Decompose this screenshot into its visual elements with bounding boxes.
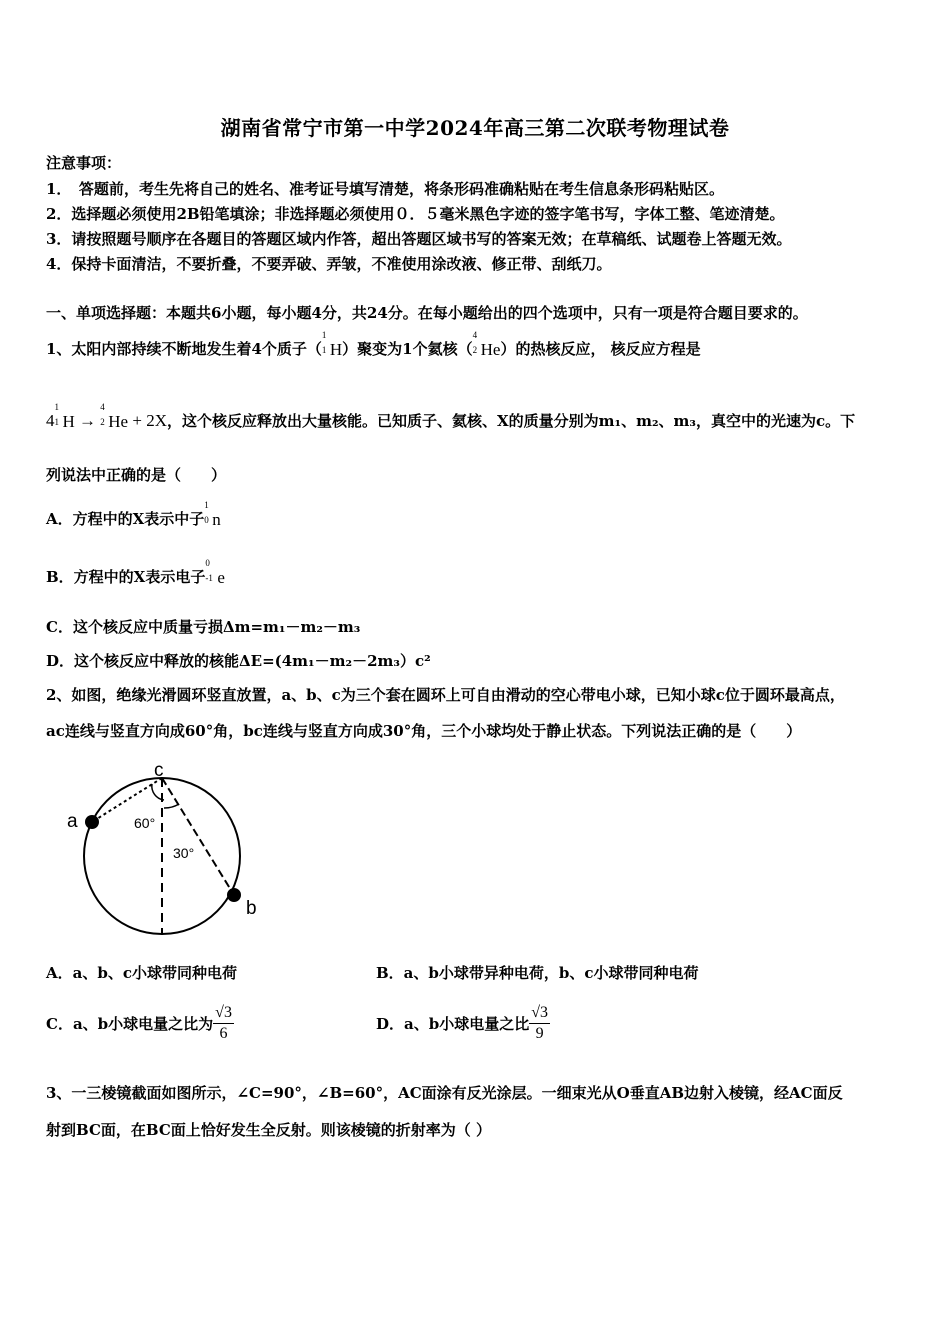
q1-stem-d: ，这个核反应释放出大量核能。已知质子、氦核、X的质量分别为m₁、m₂、m₃，真空中的光速为c。下 (166, 412, 856, 430)
q2-option-c: C．a、b小球电量之比为 $\frac{√3}{6}$ (46, 1004, 232, 1042)
angle-arc-30 (164, 804, 179, 808)
q2-stem-b: ac连线与竖直方向成60°角，bc连线与竖直方向成30°角，三个小球均处于静止状态。下列说法正确的是（ ） (46, 722, 802, 740)
q1-option-d: D．这个核反应中释放的核能ΔE=(4m₁－m₂－2m₃）c² (46, 652, 431, 670)
notice-item-3: 3．请按照题号顺序在各题目的答题区域内作答，超出答题区域书写的答案无效；在草稿纸、试题卷上答题无效。 (46, 230, 792, 248)
q1-option-a: A．方程中的X表示中子 1 0 n (46, 500, 221, 529)
q2-option-d: D．a、b小球电量之比 $\frac{√3}{9}$ (376, 1004, 548, 1042)
proton-nuclide: 1 1 H (321, 330, 343, 359)
q1-stem-c: ）的热核反应， 核反应方程是 (500, 340, 701, 358)
q2-option-a: A．a、b、c小球带同种电荷 (46, 964, 237, 982)
reaction-equation: 4 1 1 H → 4 2 He + 2X (46, 402, 167, 432)
q1-stem-a: 1、太阳内部持续不断地发生着4个质子（ (46, 340, 322, 358)
page-title: 湖南省常宁市第一中学2024年高三第二次联考物理试卷 (220, 116, 730, 140)
neutron-nuclide: 1 0 n (204, 500, 221, 529)
label-a: a (67, 811, 78, 832)
q3-stem-line1: 3、一三棱镜截面如图所示，∠C=90°，∠B=60°，AC面涂有反光涂层。一细束光从O垂直AB边射入棱镜，经AC面反 (46, 1084, 843, 1102)
label-b: b (246, 898, 257, 919)
notice-item-1: 1． 答题前，考生先将自己的姓名、准考证号填写清楚，将条形码准确粘贴在考生信息条形码粘贴区。 (46, 180, 724, 198)
q2-stem-a: 2、如图，绝缘光滑圆环竖直放置，a、b、c为三个套在圆环上可自由滑动的空心带电小球，已知小球c位于圆环最高点， (46, 686, 845, 704)
q1-stem-line1 (46, 330, 701, 360)
ring-diagram (60, 760, 280, 960)
q2-option-b: B．a、b小球带异种电荷，b、c小球带同种电荷 (376, 964, 699, 982)
q1-option-b: B．方程中的X表示电子 0 -1 e (46, 558, 225, 587)
label-c: c (154, 760, 164, 781)
ratio-fraction-c: $\frac{√3}{6}$ (215, 1004, 232, 1042)
angle-label-30: 30° (173, 845, 195, 861)
line-bc (162, 778, 234, 895)
notice-item-4: 4．保持卡面清洁，不要折叠，不要弄破、弄皱，不准使用涂改液、修正带、刮纸刀。 (46, 255, 612, 273)
section-heading: 一、单项选择题：本题共6小题，每小题4分，共24分。在每小题给出的四个选项中，只有一项是符合题目要求的。 (46, 304, 808, 322)
q1-equation-line (46, 402, 856, 432)
ball-a (85, 815, 99, 829)
electron-nuclide: 0 -1 e (205, 558, 225, 587)
notice-heading: 注意事项： (46, 154, 122, 172)
helium-nuclide: 4 2 He (472, 330, 501, 359)
q1-option-c: C．这个核反应中质量亏损Δm=m₁－m₂－m₃ (46, 618, 361, 636)
q3-stem-line2: 射到BC面，在BC面上恰好发生全反射。则该棱镜的折射率为（ ） (46, 1121, 492, 1139)
ball-b (227, 888, 241, 902)
q1-stem-b: ）聚变为1个氦核（ (342, 340, 473, 358)
ratio-fraction-d: $\frac{√3}{9}$ (531, 1004, 548, 1042)
q1-stem-e: 列说法中正确的是（ ） (46, 466, 227, 484)
notice-item-2: 2．选择题必须使用2B铅笔填涂；非选择题必须使用０．５毫米黑色字迹的签字笔书写，字体工整、笔迹清楚。 (46, 205, 785, 223)
angle-label-60: 60° (134, 815, 156, 831)
